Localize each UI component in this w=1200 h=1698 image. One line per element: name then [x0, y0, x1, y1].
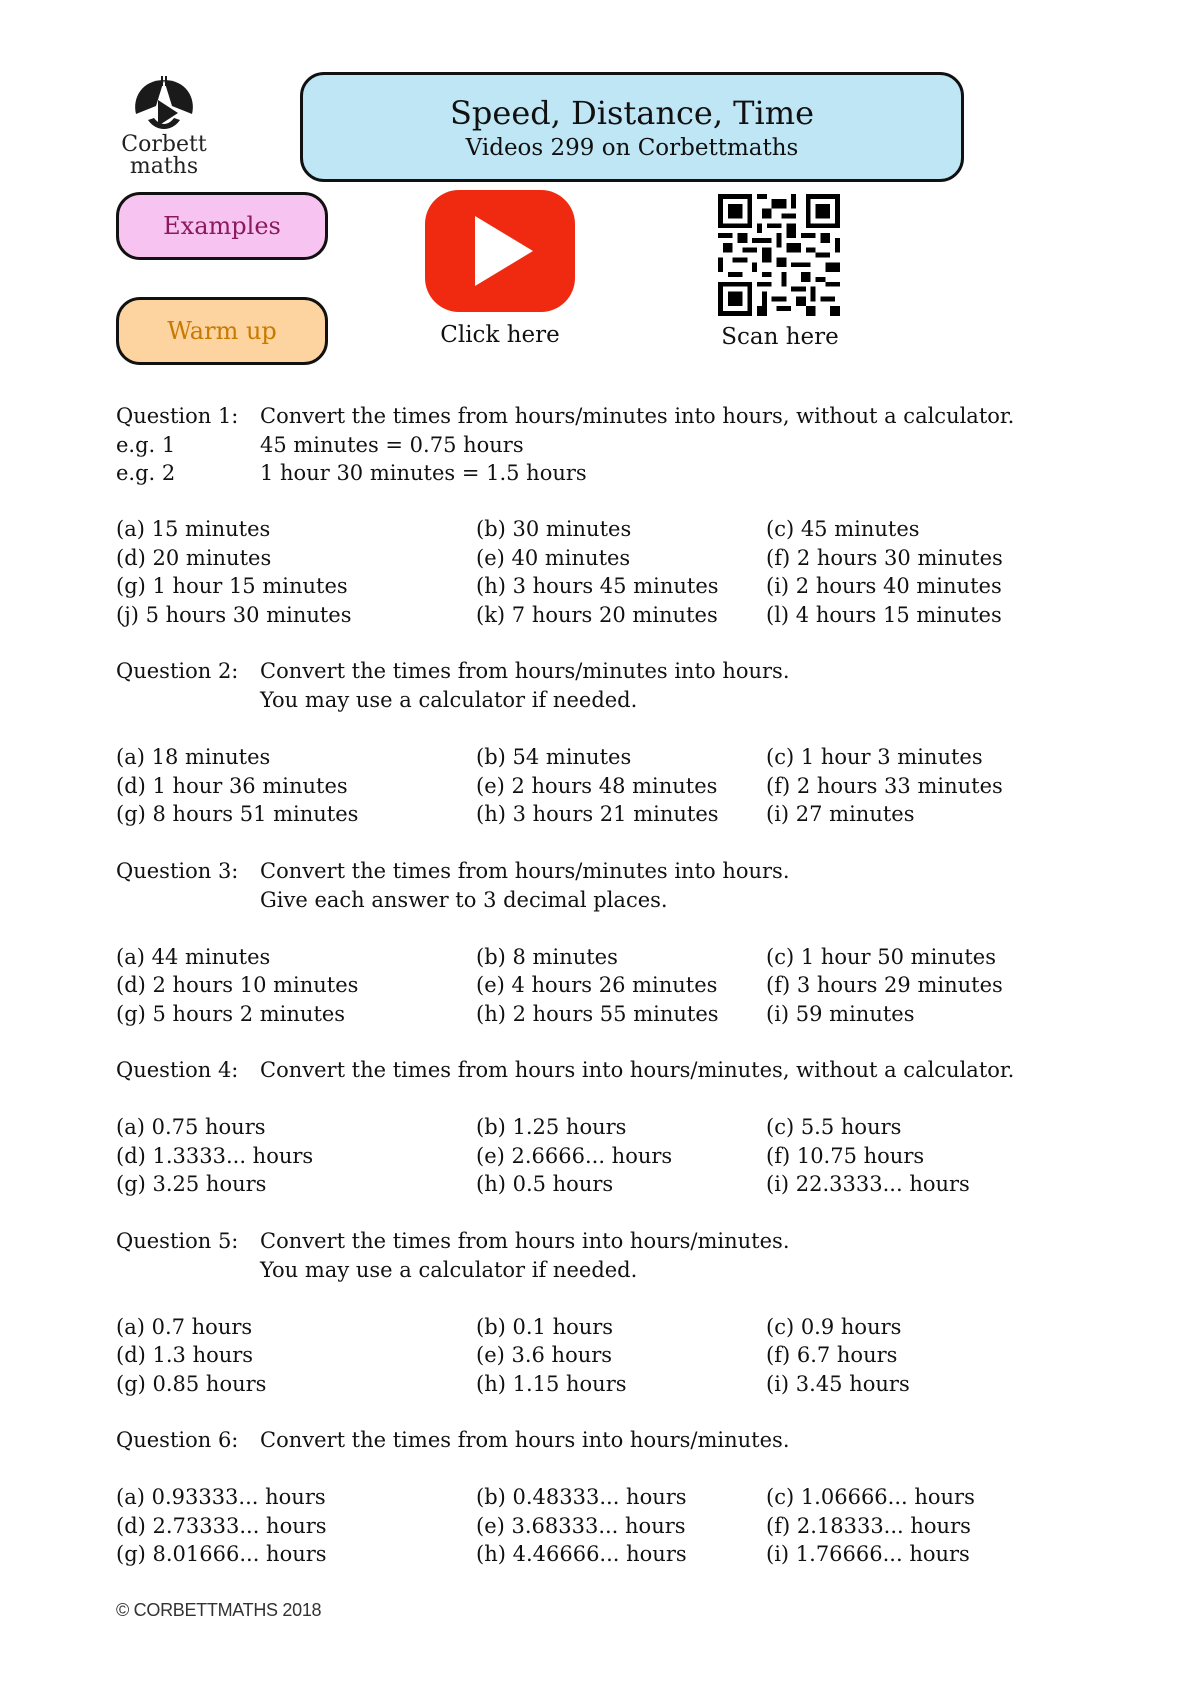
question-item: (b) 1.25 hours: [476, 1115, 627, 1139]
example-label: e.g. 1: [116, 433, 176, 457]
question-item: (f) 2 hours 30 minutes: [766, 545, 1003, 570]
question-3: [116, 857, 1116, 1029]
click-here-link[interactable]: Click here: [440, 322, 560, 348]
question-item: (d) 2 hours 10 minutes: [116, 973, 359, 997]
question-heading: [116, 857, 1116, 886]
question-6: [116, 1426, 1116, 1569]
question-item: (e) 2.6666... hours: [476, 1143, 673, 1168]
question-item: (d) 1.3333... hours: [116, 1143, 314, 1168]
question-heading: [116, 402, 1116, 431]
question-number: Question 4:: [116, 1058, 239, 1082]
question-item: (f) 6.7 hours: [766, 1343, 898, 1367]
question-heading: [116, 657, 1116, 686]
question-heading: [116, 886, 1116, 915]
question-item: (h) 1.15 hours: [476, 1371, 627, 1396]
logo-word-1: Corbett: [121, 132, 207, 157]
question-item: (h) 3 hours 21 minutes: [476, 802, 719, 826]
question-item: (l) 4 hours 15 minutes: [766, 602, 1002, 627]
question-instruction: Convert the times from hours/minutes into hours, without a calculator.: [260, 404, 1015, 428]
example-text: 45 minutes = 0.75 hours: [260, 433, 524, 457]
copyright-footer: © CORBETTMATHS 2018: [116, 1600, 322, 1620]
question-item: (b) 8 minutes: [476, 944, 618, 969]
question-5: [116, 1227, 1116, 1399]
question-heading: [116, 1056, 1116, 1085]
question-item: (a) 44 minutes: [116, 944, 271, 969]
logo-icon: [128, 76, 200, 134]
question-item: (a) 15 minutes: [116, 517, 271, 541]
example-text: 1 hour 30 minutes = 1.5 hours: [260, 461, 587, 485]
youtube-play-icon[interactable]: [425, 190, 575, 312]
question-items: [116, 1313, 1116, 1399]
question-4: [116, 1056, 1116, 1199]
question-number: [116, 886, 260, 915]
example-label: e.g. 2: [116, 461, 176, 485]
question-instruction: Convert the times from hours into hours/minutes.: [260, 1228, 790, 1253]
question-item: (c) 1 hour 3 minutes: [766, 745, 983, 769]
question-number: Question 6:: [116, 1428, 239, 1452]
question-item: (g) 3.25 hours: [116, 1172, 267, 1196]
question-number: Question 1:: [116, 404, 239, 428]
question-item: (a) 0.7 hours: [116, 1314, 253, 1339]
question-item: (b) 0.48333... hours: [476, 1485, 687, 1509]
question-item: (g) 0.85 hours: [116, 1371, 267, 1396]
questions-section: [116, 402, 1116, 1597]
question-item: (d) 1 hour 36 minutes: [116, 773, 348, 798]
question-number: Question 3:: [116, 858, 239, 883]
question-item: (h) 0.5 hours: [476, 1172, 614, 1196]
question-item: (k) 7 hours 20 minutes: [476, 602, 718, 627]
question-item: (i) 22.3333... hours: [766, 1172, 970, 1196]
question-item: (b) 0.1 hours: [476, 1314, 614, 1339]
question-item: (i) 2 hours 40 minutes: [766, 574, 1002, 598]
question-instruction: You may use a calculator if needed.: [260, 688, 638, 712]
question-item: (a) 0.93333... hours: [116, 1485, 326, 1509]
question-item: (i) 59 minutes: [766, 1001, 915, 1026]
warmup-button[interactable]: Warm up: [116, 297, 328, 365]
page-title: Speed, Distance, Time: [449, 94, 815, 132]
question-number: Question 5:: [116, 1228, 239, 1253]
question-items: [116, 1483, 1116, 1569]
question-item: (e) 4 hours 26 minutes: [476, 973, 718, 997]
question-item: (f) 10.75 hours: [766, 1143, 925, 1168]
scan-here-label: Scan here: [721, 324, 839, 350]
question-heading: [116, 1426, 1116, 1455]
question-item: (e) 3.6 hours: [476, 1343, 613, 1367]
question-instruction: Give each answer to 3 decimal places.: [260, 887, 668, 912]
question-heading: [116, 1227, 1116, 1256]
question-item: (h) 4.46666... hours: [476, 1542, 687, 1566]
question-item: (e) 2 hours 48 minutes: [476, 773, 718, 798]
qr-code-icon: [718, 194, 840, 316]
question-2: [116, 657, 1116, 829]
question-item: (f) 2.18333... hours: [766, 1513, 971, 1538]
question-heading: [116, 1256, 1116, 1285]
title-box: [300, 72, 964, 182]
question-item: (i) 27 minutes: [766, 802, 915, 826]
question-items: [116, 943, 1116, 1029]
question-item: (d) 2.73333... hours: [116, 1513, 327, 1538]
question-item: (g) 8 hours 51 minutes: [116, 802, 359, 826]
question-item: (i) 1.76666... hours: [766, 1542, 970, 1566]
question-item: (c) 1.06666... hours: [766, 1485, 975, 1509]
worked-example: [116, 431, 1116, 459]
question-instruction: Convert the times from hours/minutes into hours.: [260, 659, 790, 683]
question-item: (g) 5 hours 2 minutes: [116, 1001, 346, 1026]
question-heading: [116, 686, 1116, 715]
question-item: (h) 2 hours 55 minutes: [476, 1001, 719, 1026]
question-item: (b) 54 minutes: [476, 745, 632, 769]
question-item: (g) 8.01666... hours: [116, 1542, 327, 1566]
question-item: (f) 2 hours 33 minutes: [766, 773, 1003, 798]
question-item: (c) 0.9 hours: [766, 1314, 902, 1339]
examples-button[interactable]: Examples: [116, 192, 328, 260]
question-item: (h) 3 hours 45 minutes: [476, 574, 719, 598]
question-item: (g) 1 hour 15 minutes: [116, 574, 348, 598]
question-instruction: You may use a calculator if needed.: [260, 1257, 638, 1282]
question-item: (c) 45 minutes: [766, 517, 920, 541]
question-items: [116, 1113, 1116, 1199]
question-1: [116, 402, 1116, 629]
question-number: [116, 686, 260, 715]
question-item: (c) 5.5 hours: [766, 1115, 902, 1139]
question-items: [116, 743, 1116, 829]
question-instruction: Convert the times from hours/minutes into hours.: [260, 858, 790, 883]
question-item: (i) 3.45 hours: [766, 1371, 910, 1396]
question-items: [116, 515, 1116, 629]
question-item: (d) 1.3 hours: [116, 1343, 254, 1367]
question-item: (b) 30 minutes: [476, 517, 632, 541]
question-number: [116, 1256, 260, 1285]
question-item: (c) 1 hour 50 minutes: [766, 944, 996, 969]
corbettmaths-logo: [112, 76, 216, 188]
question-item: (a) 18 minutes: [116, 745, 271, 769]
question-number: Question 2:: [116, 659, 239, 683]
logo-word-2: maths: [129, 154, 199, 179]
question-item: (f) 3 hours 29 minutes: [766, 973, 1003, 997]
question-instruction: Convert the times from hours into hours/minutes.: [260, 1428, 790, 1452]
question-item: (e) 3.68333... hours: [476, 1513, 686, 1538]
question-item: (j) 5 hours 30 minutes: [116, 602, 352, 627]
question-item: (e) 40 minutes: [476, 545, 631, 570]
page-subtitle: Videos 299 on Corbettmaths: [465, 135, 799, 161]
question-instruction: Convert the times from hours into hours/minutes, without a calculator.: [260, 1058, 1015, 1082]
question-item: (d) 20 minutes: [116, 545, 272, 570]
worked-example: [116, 459, 1116, 487]
question-item: (a) 0.75 hours: [116, 1115, 266, 1139]
